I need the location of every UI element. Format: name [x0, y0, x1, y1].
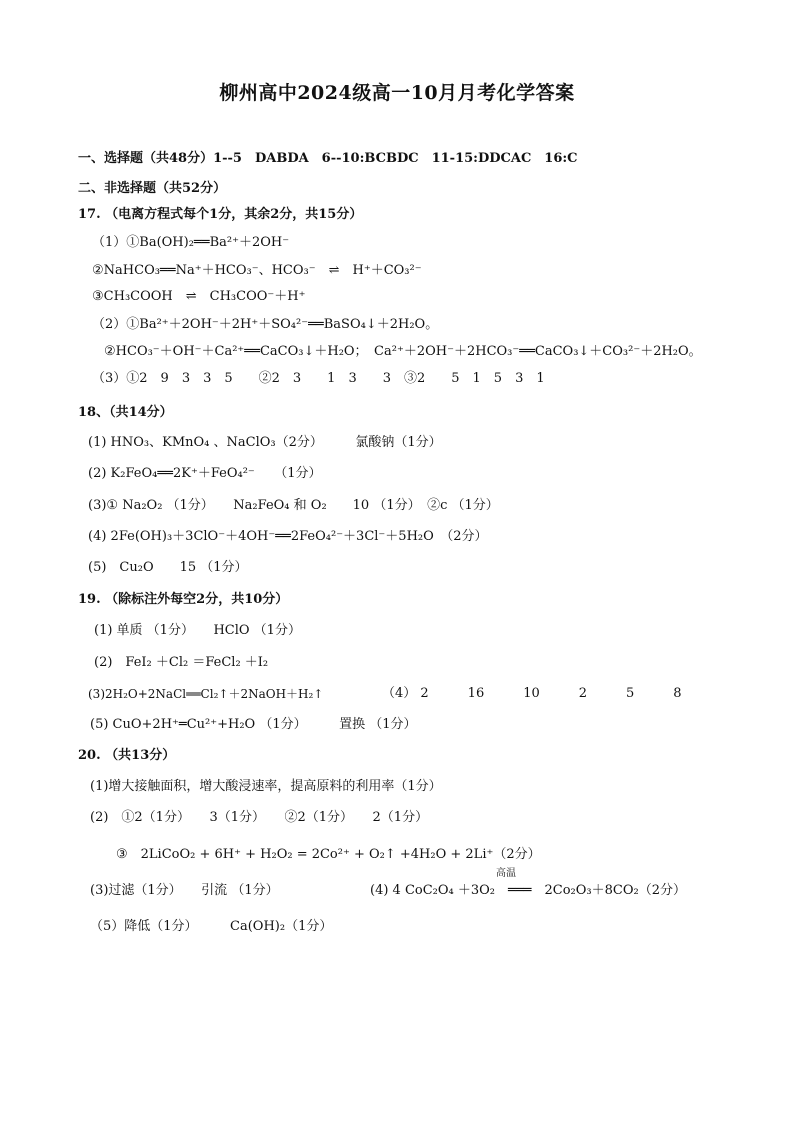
- q20-heading: 20. （共13分）: [78, 748, 176, 763]
- q19-line-4: (5) CuO+2H⁺═Cu²⁺+H₂O （1分） 置换 （1分）: [90, 717, 417, 732]
- q20-line-3-equation: ③ 2LiCoO₂ + 6H⁺ + H₂O₂ = 2Co²⁺ + O₂↑ +4H₂O + 2Li⁺（2分）: [116, 847, 541, 862]
- q19-line-3-coefficients: （4） 2 16 10 2 5 8: [382, 686, 682, 701]
- q17-line-4: （2）①Ba²⁺＋2OH⁻＋2H⁺＋SO₄²⁻══BaSO₄↓＋2H₂O。: [92, 317, 439, 332]
- q17-line-2: ②NaHCO₃══Na⁺＋HCO₃⁻、HCO₃⁻ ⇌ H⁺＋CO₃²⁻: [92, 263, 422, 278]
- q17-line-5: ②HCO₃⁻＋OH⁻＋Ca²⁺══CaCO₃↓＋H₂O； Ca²⁺＋2OH⁻＋2HCO₃⁻══CaCO₃↓＋CO₃²⁻＋2H₂O。: [104, 344, 702, 359]
- q20-line-4-right: (4) 4 CoC₂O₄ ＋3O₂ ═══ 2Co₂O₃＋8CO₂（2分）: [370, 883, 686, 898]
- page-title: 柳州高中2024级高一10月月考化学答案: [219, 82, 575, 104]
- q20-line-2: (2) ①2（1分） 3（1分） ②2（1分） 2（1分）: [90, 810, 429, 825]
- q17-heading: 17. （电离方程式每个1分，其余2分，共15分）: [78, 207, 363, 222]
- section1-choice-answers: 一、选择题（共48分）1--5 DABDA 6--10:BCBDC 11-15:DDCAC 16:C: [78, 151, 578, 166]
- q19-line-3-equation: (3)2H₂O+2NaCl══Cl₂↑＋2NaOH＋H₂↑: [88, 687, 324, 701]
- q18-line-2: (2) K₂FeO₄══2K⁺＋FeO₄²⁻ （1分）: [88, 466, 322, 481]
- q18-line-3: (3)① Na₂O₂ （1分） Na₂FeO₄ 和 O₂ 10 （1分） ②c （1分）: [88, 498, 499, 513]
- q18-heading: 18、（共14分）: [78, 405, 173, 420]
- q17-line-6: （3）①2 9 3 3 5 ②2 3 1 3 3 ③2 5 1 5 3 1: [92, 371, 545, 386]
- q17-line-1: （1）①Ba(OH)₂══Ba²⁺＋2OH⁻: [92, 235, 290, 250]
- q19-heading: 19. （除标注外每空2分，共10分）: [78, 592, 289, 607]
- q17-line-3: ③CH₃COOH ⇌ CH₃COO⁻＋H⁺: [92, 289, 306, 304]
- section2-heading: 二、非选择题（共52分）: [78, 181, 227, 196]
- q20-line-5: （5）降低（1分） Ca(OH)₂（1分）: [90, 919, 333, 934]
- reaction-condition-label: 高温: [496, 868, 516, 879]
- q20-line-1: (1)增大接触面积，增大酸浸速率，提高原料的利用率（1分）: [90, 779, 442, 794]
- q18-line-5: (5) Cu₂O 15 （1分）: [88, 560, 248, 575]
- q20-line-4-left: (3)过滤（1分） 引流 （1分）: [90, 883, 279, 898]
- q18-line-1: (1) HNO₃、KMnO₄ 、NaClO₃（2分） 氯酸钠（1分）: [88, 435, 442, 450]
- q18-line-4: (4) 2Fe(OH)₃＋3ClO⁻＋4OH⁻══2FeO₄²⁻＋3Cl⁻＋5H₂O （2分）: [88, 529, 488, 544]
- q19-line-2: (2) FeI₂ ＋Cl₂ ＝FeCl₂ ＋I₂: [94, 655, 269, 670]
- q19-line-1: (1) 单质 （1分） HClO （1分）: [94, 623, 301, 638]
